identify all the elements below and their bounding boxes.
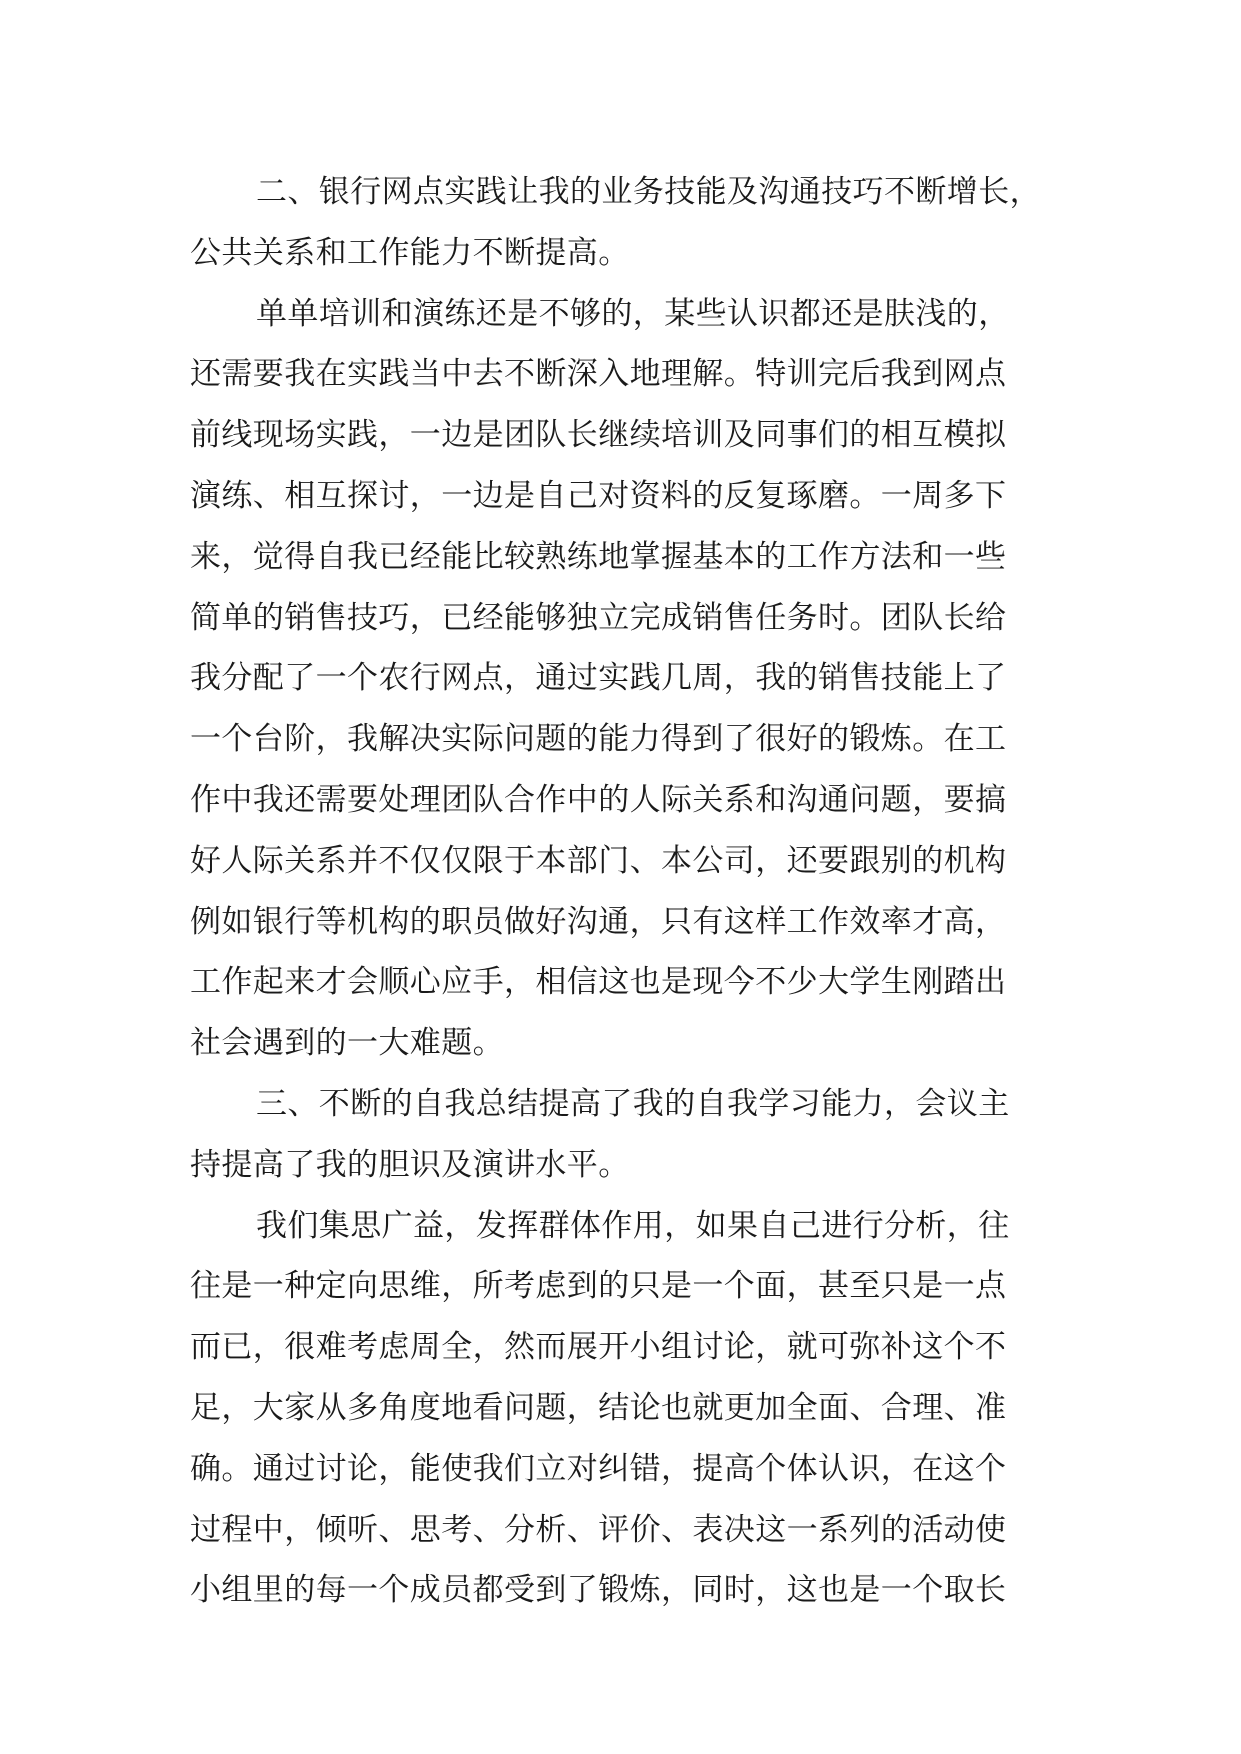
text-line: 一个台阶，我解决实际问题的能力得到了很好的锻炼。在工 — [190, 721, 1007, 758]
text-line: 单单培训和演练还是不够的，某些认识都还是肤浅的， — [256, 295, 1010, 332]
text-line: 持提高了我的胆识及演讲水平。 — [190, 1146, 630, 1183]
text-line: 往是一种定向思维，所考虑到的只是一个面，甚至只是一点 — [190, 1268, 1007, 1305]
text-line: 前线现场实践，一边是团队长继续培训及同事们的相互模拟 — [190, 417, 1007, 454]
text-line: 简单的销售技巧，已经能够独立完成销售任务时。团队长给 — [190, 599, 1007, 636]
text-line: 足，大家从多角度地看问题，结论也就更加全面、合理、准 — [190, 1389, 1007, 1426]
text-line: 我分配了一个农行网点，通过实践几周，我的销售技能上了 — [190, 660, 1007, 697]
text-line: 来，觉得自我已经能比较熟练地掌握基本的工作方法和一些 — [190, 538, 1007, 575]
text-line: 过程中，倾听、思考、分析、评价、表决这一系列的活动使 — [190, 1511, 1007, 1548]
text-line: 例如银行等机构的职员做好沟通，只有这样工作效率才高， — [190, 903, 1007, 940]
text-line: 演练、相互探讨，一边是自己对资料的反复琢磨。一周多下 — [190, 477, 1007, 514]
text-line: 我们集思广益，发挥群体作用，如果自己进行分析，往 — [256, 1207, 1010, 1244]
text-line: 二、银行网点实践让我的业务技能及沟通技巧不断增长， — [256, 174, 1041, 210]
text-line: 小组里的每一个成员都受到了锻炼，同时，这也是一个取长 — [190, 1572, 1007, 1609]
text-line: 好人际关系并不仅仅限于本部门、本公司，还要跟别的机构 — [190, 842, 1007, 879]
text-line: 三、不断的自我总结提高了我的自我学习能力，会议主 — [256, 1085, 1010, 1122]
text-line: 社会遇到的一大难题。 — [190, 1025, 504, 1062]
text-line: 而已，很难考虑周全，然而展开小组讨论，就可弥补这个不 — [190, 1329, 1007, 1366]
text-line: 还需要我在实践当中去不断深入地理解。特训完后我到网点 — [190, 356, 1007, 393]
text-line: 确。通过讨论，能使我们立对纠错，提高个体认识，在这个 — [190, 1450, 1007, 1487]
document-body — [190, 162, 1050, 1621]
text-line: 工作起来才会顺心应手，相信这也是现今不少大学生刚踏出 — [190, 964, 1007, 1001]
text-line: 公共关系和工作能力不断提高。 — [190, 234, 630, 271]
text-line: 作中我还需要处理团队合作中的人际关系和沟通问题，要搞 — [190, 781, 1007, 818]
